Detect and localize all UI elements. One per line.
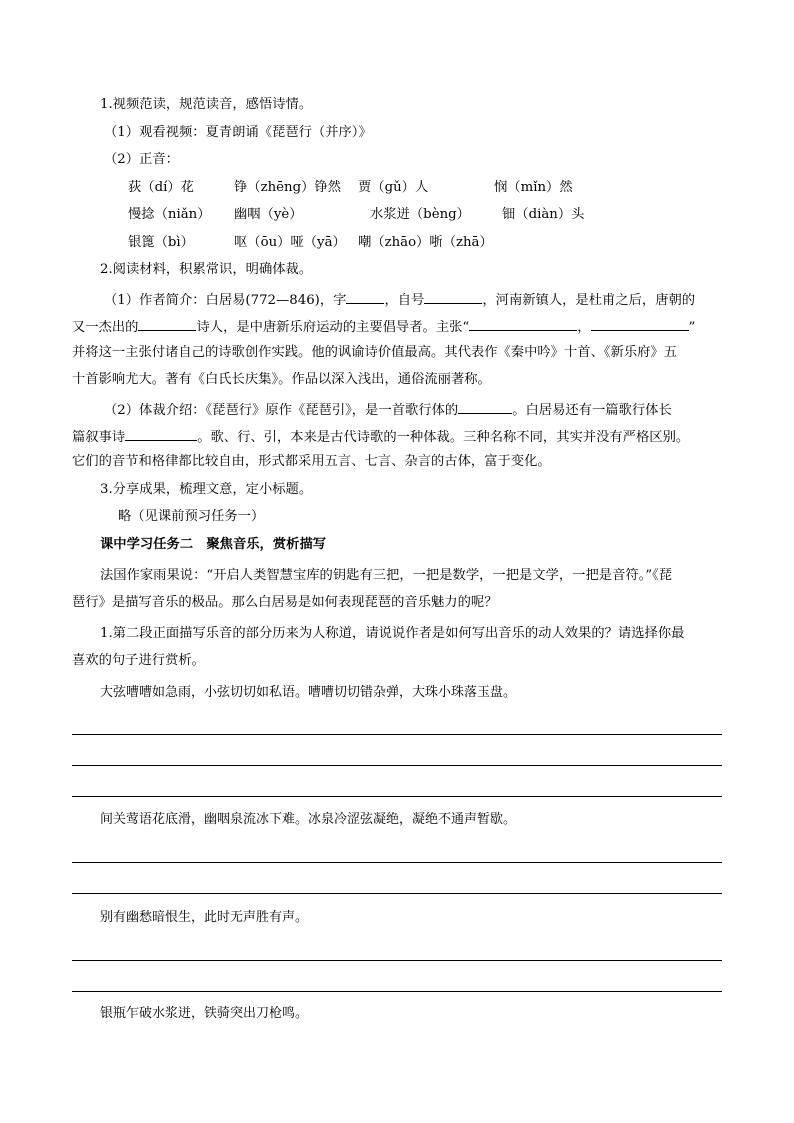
question-1-line-1: 1.第二段正面描写乐音的部分历来为人称道，请说说作者是如何写出音乐的动人效果的？请选择你最: [100, 626, 685, 641]
fill-blank-art-name[interactable]: [424, 289, 482, 304]
answer-line[interactable]: [72, 991, 722, 992]
fill-blank-claim-1[interactable]: [469, 316, 577, 331]
pinyin-item: 慢捻（niǎn）: [128, 207, 211, 222]
section-1-sub1: （1）观看视频：夏青朗诵《琵琶行（并序）》: [104, 125, 372, 140]
quote-1: 大弦嘈嘈如急雨，小弦切切如私语。嘈嘈切切错杂弹，大珠小珠落玉盘。: [100, 685, 517, 700]
quote-3: 别有幽愁暗恨生，此时无声胜有声。: [100, 910, 309, 925]
answer-line[interactable]: [72, 796, 722, 797]
author-intro-line-1: （1）作者简介：白居易(772—846)，字 ，自号 ，河南新镇人，是杜甫之后，唐朝的: [104, 289, 695, 310]
answer-line[interactable]: [72, 960, 722, 961]
fill-blank-poet-type[interactable]: [138, 316, 196, 331]
section-2-heading: 2.阅读材料，积累常识，明确体裁。: [100, 262, 313, 277]
fill-blank-genre[interactable]: [458, 399, 512, 414]
genre-intro-line-3: 它们的音节和格律都比较自由，形式都采用五言、七言、杂言的古体，富于变化。: [72, 454, 551, 469]
pinyin-item: 水浆迸（bèng）: [370, 207, 470, 222]
pinyin-item: 铮（zhēng）铮然: [234, 180, 341, 195]
fill-blank-claim-2[interactable]: [591, 316, 689, 331]
genre-intro-line-1: （2）体裁介绍：《琵琶行》原作《琵琶引》，是一首歌行体的 。白居易还有一篇歌行体长: [104, 399, 672, 420]
author-intro-line-3: 并将这一主张付诸自己的诗歌创作实践。他的讽谕诗价值最高。其代表作《秦中吟》十首、《新乐府》五: [72, 345, 678, 360]
pinyin-item: 钿（diàn）头: [502, 207, 585, 222]
section-1-heading: 1.视频范读，规范读音，感悟诗情。: [100, 97, 313, 112]
answer-line[interactable]: [72, 734, 722, 735]
pinyin-item: 呕（ōu）哑（yā）: [234, 235, 346, 250]
pinyin-item: 荻（dí）花: [128, 180, 194, 195]
quote-4: 银瓶乍破水浆迸，铁骑突出刀枪鸣。: [100, 1006, 309, 1021]
pinyin-item: 悯（mǐn）然: [494, 180, 573, 195]
task-2-intro-line-1: 法国作家雨果说：“开启人类智慧宝库的钥匙有三把，一把是数学，一把是文学，一把是音符。”《琵: [100, 568, 673, 583]
section-3-heading: 3.分享成果，梳理文意，定小标题。: [100, 482, 313, 497]
pinyin-item: 嘲（zhāo）哳（zhā）: [358, 235, 493, 250]
answer-line[interactable]: [72, 862, 722, 863]
quote-2: 间关莺语花底滑，幽咽泉流冰下难。冰泉冷涩弦凝绝，凝绝不通声暂歇。: [100, 812, 517, 827]
author-intro-line-4: 十首影响尤大。著有《白氏长庆集》。作品以深入浅出，通俗流丽著称。: [72, 372, 491, 387]
task-2-title: 课中学习任务二 聚焦音乐，赏析描写: [100, 537, 327, 552]
author-intro-line-2: 又一杰出的 诗人，是中唐新乐府运动的主要倡导者。主张“ ， ”: [72, 316, 695, 337]
section-3-note: 略（见课前预习任务一）: [118, 509, 265, 524]
task-2-intro-line-2: 琶行》是描写音乐的极品。那么白居易是如何表现琵琶的音乐魅力的呢？: [72, 595, 498, 610]
answer-line[interactable]: [72, 893, 722, 894]
question-1-line-2: 喜欢的句子进行赏析。: [72, 653, 205, 668]
section-1-sub2: （2）正音：: [104, 152, 179, 167]
pinyin-item: 贾（gǔ）人: [358, 180, 429, 195]
pinyin-item: 幽咽（yè）: [234, 207, 303, 222]
fill-blank-courtesy-name[interactable]: [346, 289, 384, 304]
answer-line[interactable]: [72, 765, 722, 766]
fill-blank-narrative-poem[interactable]: [125, 426, 197, 441]
genre-intro-line-2: 篇叙事诗 。歌、行、引，本来是古代诗歌的一种体裁。三种名称不同，其实并没有严格区别。: [72, 426, 689, 447]
pinyin-item: 银篦（bì）: [128, 235, 194, 250]
